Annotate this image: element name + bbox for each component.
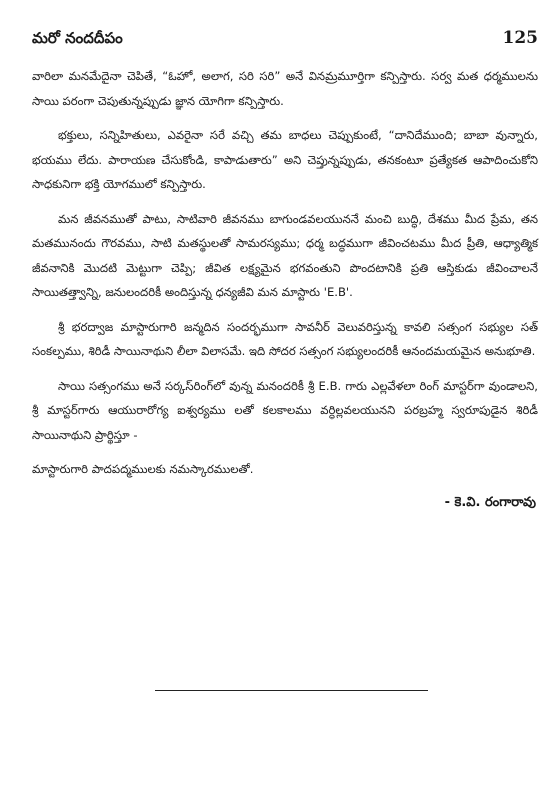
footer-divider (155, 690, 428, 691)
paragraph-4: శ్రీ భరద్వాజ మాస్టారుగారి జన్మదిన సందర్భముగా సావనీర్ వెలువరిస్తున్న కావలి సత్సంగ సభ్యుల సత్ సంకల్పము, శిరిడీ సాయినాథుని లీలా విలాసమే. ఇది సోదర సత్సంగ సభ్యులందరికీ ఆనందమయమైన అనుభూతి. (32, 319, 538, 358)
page-header (32, 28, 538, 58)
signature: - కె.వి. రంగారావు (444, 495, 536, 510)
page-number: 125 (502, 28, 538, 48)
paragraph-3: మన జీవనముతో పాటు, సాటివారి జీవనము బాగుండవలయుననే మంచి బుద్ధి, దేశము మీద ప్రేమ, తన మతమునందు గౌరవము, సాటి మతస్థులతో సామరస్యము; ధర్మ బద్ధముగా జీవించటము మీద ప్రీతి, ఆధ్యాత్మిక జీవనానికి మొదటి మెట్టుగా చెప్పి; జీవిత లక్ష్యమైన భగవంతుని పొందటానికి ప్రతి ఆస్తికుడు జీవించాలనే సాయితత్త్వాన్ని, జనులందరికీ అందిస్తున్న ధన్యజీవి మన మాస్టారు 'E.B'. (32, 211, 538, 299)
paragraph-1: వారిలా మనమేదైనా చెపితే, “ఓహో, అలాగ, సరి సరి” అనే వినమ్రమూర్తిగా కన్పిస్తారు. సర్వ మత ధర్మములను సాయి పరంగా చెపుతున్నప్పుడు జ్ఞాన యోగిగా కన్పిస్తారు. (32, 69, 538, 108)
running-title: మరో నందదీపం (32, 29, 123, 47)
closing-line: మాస్టారుగారి పాదపద్మములకు నమస్కారములతో. (32, 462, 254, 476)
paragraph-2: భక్తులు, సన్నిహితులు, ఎవరైనా సరే వచ్చి తమ బాధలు చెప్పుకుంటే, “దానిదేముంది; బాబా వున్నారు, భయము లేదు. పారాయణ చేసుకోండి, కాపాడుతారు” అని చెప్తున్నప్పుడు, తనకంటూ ప్రత్యేకత ఆపాదించుకోని సాధకునిగా భక్తి యోగములో కన్పిస్తారు. (32, 128, 538, 191)
body-text (32, 64, 538, 513)
paragraph-5: సాయి సత్సంగము అనే సర్కస్‌రింగ్‌లో వున్న మనందరికీ శ్రీ E.B. గారు ఎల్లవేళలా రింగ్ మాస్టర్‌గా వుండాలని, శ్రీ మాస్టర్‌గారు ఆయురారోగ్య ఐశ్వర్యము లతో కలకాలము వర్ధిల్లవలయునని పరబ్రహ్మ స్వరూపుడైన శిరిడీ సాయినాథుని ప్రార్థిస్తూ - (32, 378, 538, 442)
